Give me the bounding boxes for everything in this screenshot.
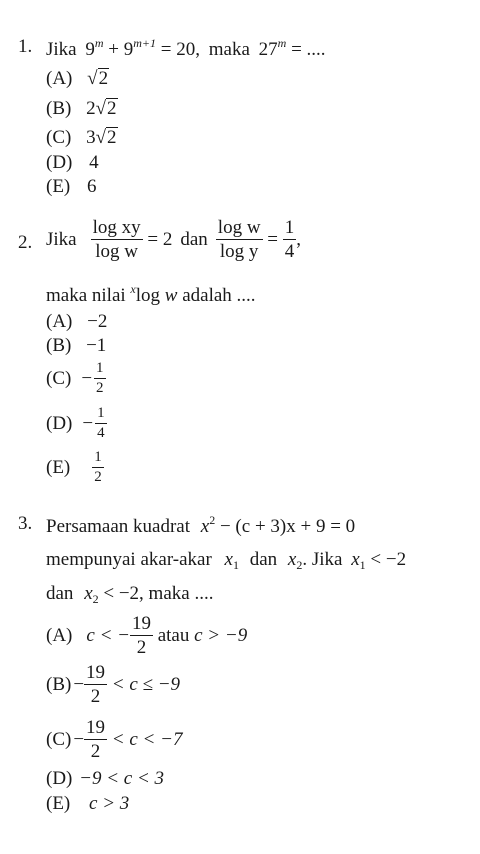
- option-d: [46, 153, 99, 172]
- option-d: [46, 406, 107, 441]
- option-a: [46, 614, 247, 657]
- expression: < c < −7: [107, 729, 183, 750]
- option-label: (C): [46, 368, 72, 389]
- option-label: (B): [46, 98, 72, 119]
- fraction-numerator: 19: [86, 662, 106, 683]
- fraction: [84, 718, 107, 761]
- option-d: [46, 769, 164, 788]
- fraction: [91, 218, 143, 261]
- radicand: 2: [107, 127, 117, 148]
- fraction: [283, 218, 297, 261]
- variable: x: [200, 516, 210, 537]
- option-e: [46, 794, 129, 813]
- fraction: [216, 218, 263, 261]
- question-text-line3: [46, 584, 213, 605]
- fraction-numerator: 19: [86, 717, 106, 738]
- option-label: (A): [46, 625, 73, 646]
- fraction: [92, 450, 104, 485]
- fraction-denominator: 2: [96, 380, 104, 396]
- option-a: [46, 68, 109, 89]
- option-label: (E): [46, 457, 71, 478]
- option-value: −2: [87, 311, 108, 332]
- subscript: 2: [92, 592, 99, 606]
- inequality: < −2: [365, 549, 407, 570]
- eq-rhs: = 20,: [156, 39, 200, 60]
- option-label: (E): [46, 793, 71, 814]
- text: mempunyai akar-akar: [46, 549, 212, 570]
- log-base: x: [130, 282, 136, 296]
- option-value: 4: [89, 152, 99, 173]
- eq-rhs: = 2: [142, 229, 173, 250]
- equation: [200, 513, 356, 537]
- exponent: m: [94, 36, 104, 50]
- question-number: 3.: [18, 513, 33, 534]
- question-text-line2: [46, 283, 256, 305]
- fraction-numerator: 1: [92, 450, 104, 468]
- sqrt-expression: 3√2: [86, 127, 117, 148]
- fraction-denominator: log y: [219, 241, 259, 262]
- fraction-numerator: log xy: [92, 217, 141, 238]
- fraction-denominator: 2: [90, 686, 101, 707]
- option-c: [46, 127, 118, 148]
- equation: [85, 36, 200, 60]
- option-e: [46, 177, 97, 196]
- exponent: m+1: [133, 36, 157, 50]
- target-base: 27: [258, 39, 278, 60]
- fraction-numerator: 19: [131, 613, 151, 634]
- sign: −: [82, 413, 94, 434]
- subscript: 1: [232, 558, 239, 572]
- option-b: [46, 663, 180, 706]
- fraction-numerator: 1: [94, 361, 106, 379]
- option-label: (C): [46, 127, 72, 148]
- text: < −2, maka ....: [98, 583, 214, 604]
- option-label: (C): [46, 729, 72, 750]
- variable: x: [287, 549, 297, 570]
- text: maka nilai: [46, 285, 131, 306]
- coefficient: 3: [86, 127, 96, 148]
- option-e: [46, 450, 104, 485]
- subscript: 1: [359, 558, 366, 572]
- coefficient: 2: [86, 98, 96, 119]
- text: adalah ....: [177, 285, 256, 306]
- variable: x: [351, 549, 360, 570]
- question-text-line1: [46, 514, 355, 536]
- text-dan: dan: [180, 229, 208, 250]
- subscript: 2: [296, 558, 303, 572]
- variable: x: [224, 549, 233, 570]
- sqrt-expression: √2: [87, 68, 109, 89]
- option-label: (B): [46, 674, 72, 695]
- text-dan: dan: [46, 583, 74, 604]
- option-a: [46, 312, 107, 331]
- text-atau: atau: [152, 625, 195, 646]
- expression: −9 < c < 3: [79, 768, 165, 789]
- text-mid: maka: [208, 39, 250, 60]
- option-b: [46, 336, 106, 355]
- expression: c > −9: [194, 625, 248, 646]
- text: . Jika: [302, 549, 343, 570]
- option-c: [46, 718, 182, 761]
- text-dan: dan: [249, 549, 278, 570]
- question-text: [46, 37, 326, 59]
- option-value: −1: [86, 335, 107, 356]
- log-text: log: [135, 285, 161, 306]
- question-number: 2.: [18, 232, 33, 253]
- fraction-denominator: 2: [136, 637, 147, 658]
- eq-term: 9: [85, 39, 95, 60]
- question-number: 1.: [18, 36, 33, 57]
- fraction: [95, 406, 107, 441]
- sign: −: [73, 729, 85, 750]
- option-c: [46, 361, 106, 396]
- text: Persamaan kuadrat: [46, 516, 191, 537]
- sign: −: [81, 368, 93, 389]
- expression: c > 3: [89, 793, 130, 814]
- fraction-denominator: 4: [97, 425, 105, 441]
- eq-rest: − (c + 3)x + 9 = 0: [215, 516, 356, 537]
- text-prefix: Jika: [46, 39, 77, 60]
- option-value: 6: [87, 176, 97, 197]
- option-label: (D): [46, 768, 73, 789]
- expression: < c ≤ −9: [107, 674, 181, 695]
- text-prefix: Jika: [46, 229, 77, 250]
- fraction-numerator: log w: [217, 217, 261, 238]
- question-text-line2: [46, 550, 406, 571]
- radicand: 2: [107, 98, 117, 119]
- fraction: [84, 663, 107, 706]
- fraction-denominator: 2: [94, 469, 102, 485]
- target-expression: [258, 36, 326, 60]
- comma: ,: [296, 229, 302, 250]
- radicand: 2: [98, 68, 109, 89]
- option-label: (E): [46, 176, 71, 197]
- fraction: [130, 614, 153, 657]
- fraction-numerator: 1: [284, 217, 295, 238]
- target-rhs: = ....: [286, 39, 326, 60]
- option-label: (A): [46, 68, 73, 89]
- fraction-denominator: 2: [90, 741, 101, 762]
- sign: −: [73, 674, 85, 695]
- question-text: [46, 218, 301, 261]
- exponent: m: [277, 36, 287, 50]
- option-label: (B): [46, 335, 72, 356]
- fraction-denominator: 4: [284, 241, 295, 262]
- option-label: (D): [46, 152, 73, 173]
- option-label: (D): [46, 413, 73, 434]
- eq-term: + 9: [103, 39, 134, 60]
- fraction-numerator: 1: [95, 406, 107, 424]
- variable: w: [164, 285, 178, 306]
- option-label: (A): [46, 311, 73, 332]
- equals: =: [262, 229, 283, 250]
- variable: x: [84, 583, 93, 604]
- fraction-denominator: log w: [95, 241, 138, 262]
- fraction: [94, 361, 106, 396]
- sqrt-expression: 2√2: [86, 98, 117, 119]
- expression: c < −: [86, 625, 130, 646]
- option-b: [46, 98, 118, 119]
- exponent: 2: [209, 513, 216, 527]
